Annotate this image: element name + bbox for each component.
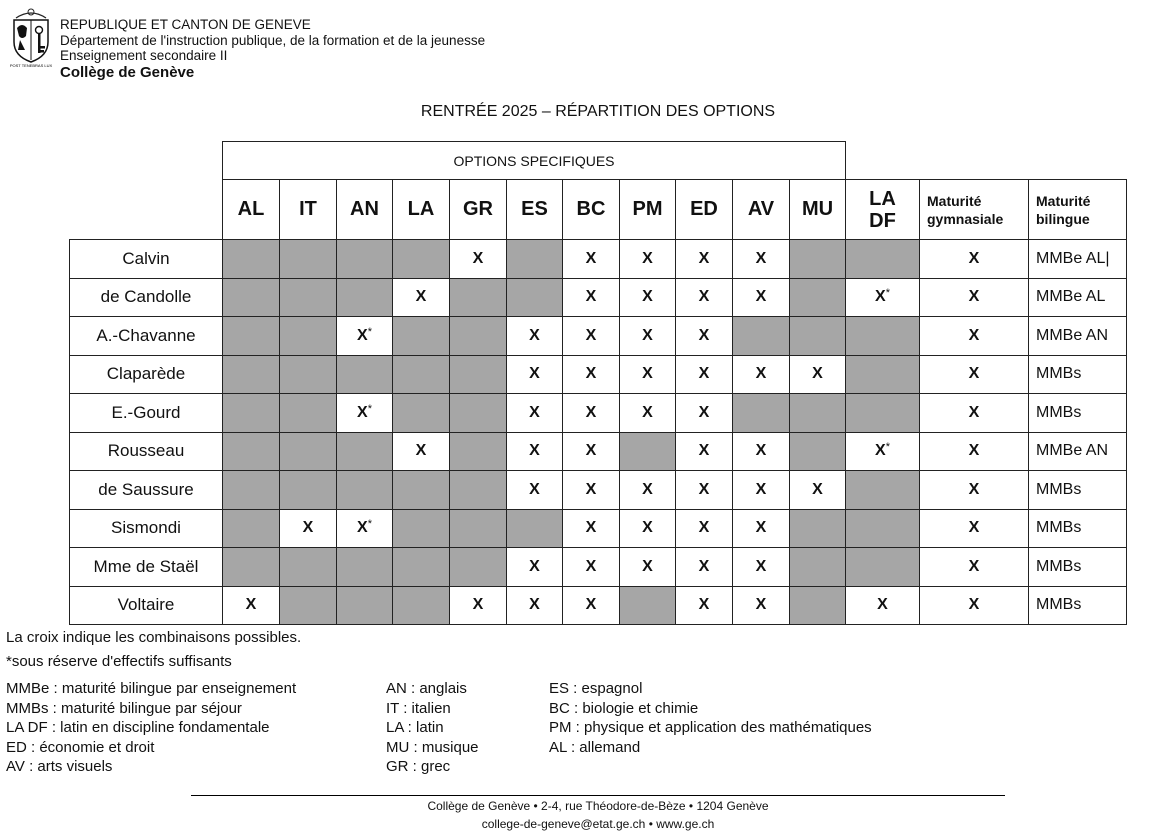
option-available-cell (676, 471, 733, 510)
option-mark: X (698, 442, 710, 460)
maturite-bilingue-cell: MMBs (1029, 471, 1127, 510)
option-available-cell (620, 240, 676, 279)
school-name: Mme de Staël (70, 548, 223, 587)
reserve-asterisk: * (367, 402, 372, 415)
option-available-cell (507, 355, 563, 394)
option-mark: X (585, 480, 597, 498)
legend-item: ES : espagnol (549, 680, 643, 697)
legend-item: AV : arts visuels (6, 758, 113, 775)
option-mark: X (698, 288, 710, 306)
option-mark: X (698, 519, 710, 537)
option-available-cell (563, 432, 620, 471)
option-unavailable-cell (223, 394, 280, 433)
option-unavailable-cell (790, 548, 846, 587)
header-line-department: Département de l'instruction publique, de la formation et de la jeunesse (60, 32, 486, 48)
logo-motto-text: POST TENEBRAS LUX (9, 63, 53, 68)
option-code-la: LA (393, 180, 450, 240)
option-unavailable-cell (280, 394, 337, 433)
maturite-bilingue-cell: MMBs (1029, 509, 1127, 548)
option-mark: X (642, 480, 653, 498)
maturite-bilingue-cell: MMBe AN (1029, 317, 1127, 356)
option-mark: X (529, 557, 540, 575)
maturite-gymnasiale-header (920, 180, 1029, 240)
option-code-av: AV (733, 180, 790, 240)
legend-column-1 (6, 679, 296, 777)
legend-item: LA DF : latin en discipline fondamentale (6, 719, 270, 736)
maturite-bilingue-cell: MMBe AL| (1029, 240, 1127, 279)
option-available-cell (676, 394, 733, 433)
legend-item: AN : anglais (386, 680, 467, 697)
option-mark: X (529, 442, 540, 460)
option-code-es: ES (507, 180, 563, 240)
option-mark: X (585, 365, 597, 383)
option-available-cell (507, 471, 563, 510)
maturite-gymnasiale-cell: X (920, 471, 1029, 510)
option-mark: X (529, 596, 540, 614)
option-code-mu: MU (790, 180, 846, 240)
option-available-cell (563, 509, 620, 548)
option-available-cell (676, 317, 733, 356)
option-mark: X (357, 403, 368, 421)
option-mark: X (755, 557, 767, 575)
option-available-cell (676, 355, 733, 394)
option-unavailable-cell (280, 432, 337, 471)
maturite-bilingue-cell: MMBs (1029, 355, 1127, 394)
maturite-gymnasiale-cell: X (920, 317, 1029, 356)
school-name: E.-Gourd (70, 394, 223, 433)
option-available-cell (507, 586, 563, 625)
option-unavailable-cell (280, 548, 337, 587)
option-unavailable-cell (280, 586, 337, 625)
reserve-asterisk: * (885, 441, 890, 454)
option-mark: X (755, 365, 767, 383)
option-unavailable-cell (790, 240, 846, 279)
legend-item: ED : économie et droit (6, 738, 155, 756)
option-available-cell (733, 548, 790, 587)
school-name: de Candolle (70, 278, 223, 317)
option-unavailable-cell (223, 509, 280, 548)
option-available-cell (563, 240, 620, 279)
mat-gym-line2: gymnasiale (927, 210, 1004, 227)
option-available-cell (563, 548, 620, 587)
option-mark: X (245, 596, 257, 614)
option-code-bc: BC (563, 180, 620, 240)
option-unavailable-cell (790, 586, 846, 625)
option-mark: X (472, 249, 484, 267)
option-unavailable-cell (450, 317, 507, 356)
option-unavailable-cell (733, 394, 790, 433)
option-unavailable-cell (337, 240, 393, 279)
option-code-ed: ED (676, 180, 733, 240)
school-name: Voltaire (70, 586, 223, 625)
reserve-asterisk: * (367, 518, 372, 531)
option-unavailable-cell (450, 355, 507, 394)
option-available-cell (563, 394, 620, 433)
legend-item: MMBs : maturité bilingue par séjour (6, 699, 242, 717)
legend-column-3 (549, 679, 872, 757)
option-available-cell (733, 355, 790, 394)
option-unavailable-cell (280, 278, 337, 317)
option-available-cell (846, 586, 920, 625)
maturite-bilingue-cell: MMBe AN (1029, 432, 1127, 471)
maturite-gymnasiale-cell: X (920, 278, 1029, 317)
option-available-cell (676, 586, 733, 625)
option-mark: X (642, 249, 653, 267)
option-unavailable-cell (846, 471, 920, 510)
footer-address: Collège de Genève • 2-4, rue Théodore-de-Bèze • 1204 Genève (427, 799, 769, 813)
option-unavailable-cell (393, 548, 450, 587)
option-unavailable-cell (393, 471, 450, 510)
maturite-bilingue-header (1029, 180, 1127, 240)
option-unavailable-cell (223, 548, 280, 587)
legend-item: BC : biologie et chimie (549, 699, 699, 717)
option-mark: X (698, 326, 710, 344)
option-unavailable-cell (393, 509, 450, 548)
geneva-coat-of-arms-logo (8, 6, 54, 68)
ladf-line2: DF (869, 209, 896, 232)
option-available-cell (846, 432, 920, 471)
option-available-cell (676, 432, 733, 471)
page-title: RENTRÉE 2025 – RÉPARTITION DES OPTIONS (420, 103, 776, 120)
option-unavailable-cell (450, 509, 507, 548)
option-mark: X (642, 326, 653, 344)
option-available-cell (620, 394, 676, 433)
option-mark: X (755, 249, 767, 267)
option-mark: X (812, 480, 823, 498)
option-available-cell (733, 509, 790, 548)
option-unavailable-cell (393, 394, 450, 433)
table-corner-right (846, 142, 1127, 180)
option-available-cell (337, 394, 393, 433)
table-row (70, 548, 1127, 587)
option-available-cell (393, 432, 450, 471)
legend-item: AL : allemand (549, 738, 641, 756)
option-unavailable-cell (620, 586, 676, 625)
table-row (70, 240, 1127, 279)
option-unavailable-cell (393, 586, 450, 625)
legend-item: LA : latin (386, 719, 444, 736)
option-unavailable-cell (223, 355, 280, 394)
option-available-cell (563, 471, 620, 510)
legend-item: MU : musique (386, 738, 479, 756)
legend-item: MMBe : maturité bilingue par enseignement (6, 680, 297, 697)
table-row (70, 471, 1127, 510)
header-line-college: Collège de Genève (60, 63, 195, 81)
option-mark: X (357, 326, 368, 344)
option-mark: X (472, 596, 484, 614)
maturite-gymnasiale-cell: X (920, 548, 1029, 587)
option-mark: X (585, 596, 597, 614)
option-available-cell (337, 317, 393, 356)
table-row (70, 586, 1127, 625)
option-unavailable-cell (846, 394, 920, 433)
maturite-bilingue-cell: MMBe AL (1029, 278, 1127, 317)
option-available-cell (733, 471, 790, 510)
maturite-bilingue-cell: MMBs (1029, 548, 1127, 587)
footer-contact: college-de-geneve@etat.ge.ch • www.ge.ch (481, 817, 715, 831)
maturite-gymnasiale-cell: X (920, 432, 1029, 471)
institution-header (60, 17, 485, 82)
school-name: Sismondi (70, 509, 223, 548)
option-unavailable-cell (337, 355, 393, 394)
option-available-cell (507, 394, 563, 433)
option-unavailable-cell (280, 355, 337, 394)
option-code-al: AL (223, 180, 280, 240)
option-unavailable-cell (393, 317, 450, 356)
maturite-bilingue-cell: MMBs (1029, 394, 1127, 433)
option-code-gr: GR (450, 180, 507, 240)
option-unavailable-cell (337, 586, 393, 625)
option-mark: X (529, 403, 540, 421)
option-mark: X (302, 519, 314, 537)
option-unavailable-cell (450, 278, 507, 317)
option-available-cell (676, 278, 733, 317)
school-name: de Saussure (70, 471, 223, 510)
option-mark: X (585, 288, 597, 306)
option-unavailable-cell (846, 548, 920, 587)
option-available-cell (676, 509, 733, 548)
option-unavailable-cell (337, 471, 393, 510)
option-unavailable-cell (620, 432, 676, 471)
option-unavailable-cell (450, 432, 507, 471)
option-available-cell (620, 278, 676, 317)
option-available-cell (563, 278, 620, 317)
option-unavailable-cell (450, 394, 507, 433)
legend-item: IT : italien (386, 699, 451, 717)
option-code-pm: PM (620, 180, 676, 240)
option-mark: X (585, 249, 597, 267)
option-unavailable-cell (223, 317, 280, 356)
option-mark: X (585, 519, 597, 537)
reserve-asterisk: * (367, 325, 372, 338)
option-mark: X (812, 365, 823, 383)
table-row (70, 355, 1127, 394)
option-mark: X (755, 288, 767, 306)
table-corner-codes (70, 180, 223, 240)
option-code-an: AN (337, 180, 393, 240)
option-unavailable-cell (223, 471, 280, 510)
option-mark: X (642, 557, 653, 575)
option-mark: X (585, 557, 597, 575)
mat-bil-line1: Maturité (1036, 192, 1091, 209)
ladf-line1: LA (869, 187, 896, 210)
table-row (70, 317, 1127, 356)
option-unavailable-cell (507, 240, 563, 279)
legend-item: GR : grec (386, 758, 451, 775)
table-corner (70, 142, 223, 180)
option-available-cell (620, 509, 676, 548)
maturite-gymnasiale-cell: X (920, 586, 1029, 625)
option-available-cell (676, 548, 733, 587)
option-available-cell (563, 355, 620, 394)
option-unavailable-cell (846, 240, 920, 279)
option-mark: X (415, 442, 427, 460)
option-code-it: IT (280, 180, 337, 240)
option-unavailable-cell (507, 278, 563, 317)
mat-gym-line1: Maturité (927, 192, 982, 209)
school-name: Rousseau (70, 432, 223, 471)
option-available-cell (620, 471, 676, 510)
options-specifiques-header: OPTIONS SPECIFIQUES (223, 142, 846, 180)
option-unavailable-cell (280, 317, 337, 356)
option-available-cell (620, 355, 676, 394)
option-unavailable-cell (790, 394, 846, 433)
options-table (69, 141, 1127, 625)
option-mark: X (755, 480, 767, 498)
option-unavailable-cell (393, 240, 450, 279)
option-available-cell (507, 317, 563, 356)
option-available-cell (507, 432, 563, 471)
option-unavailable-cell (223, 278, 280, 317)
school-name: Claparède (70, 355, 223, 394)
option-unavailable-cell (507, 509, 563, 548)
option-unavailable-cell (846, 509, 920, 548)
option-unavailable-cell (337, 432, 393, 471)
option-mark: X (529, 326, 540, 344)
option-mark: X (698, 596, 710, 614)
legend-column-2 (386, 679, 479, 777)
option-mark: X (877, 596, 888, 614)
option-available-cell (450, 240, 507, 279)
table-row (70, 394, 1127, 433)
option-available-cell (620, 548, 676, 587)
option-available-cell (563, 586, 620, 625)
option-unavailable-cell (733, 317, 790, 356)
option-unavailable-cell (223, 432, 280, 471)
option-unavailable-cell (337, 548, 393, 587)
option-available-cell (846, 278, 920, 317)
option-mark: X (755, 442, 767, 460)
option-mark: X (698, 403, 710, 421)
school-name: Calvin (70, 240, 223, 279)
option-available-cell (733, 240, 790, 279)
option-mark: X (585, 442, 597, 460)
option-unavailable-cell (450, 548, 507, 587)
option-mark: X (698, 249, 710, 267)
maturite-gymnasiale-cell: X (920, 355, 1029, 394)
option-mark: X (642, 403, 653, 421)
option-available-cell (507, 548, 563, 587)
maturite-gymnasiale-cell: X (920, 509, 1029, 548)
option-available-cell (733, 278, 790, 317)
option-mark: X (415, 288, 427, 306)
option-mark: X (698, 365, 710, 383)
option-mark: X (585, 326, 597, 344)
option-available-cell (790, 355, 846, 394)
option-available-cell (563, 317, 620, 356)
reserve-asterisk: * (885, 287, 890, 300)
option-available-cell (790, 471, 846, 510)
option-mark: X (642, 365, 653, 383)
note-combinaisons: La croix indique les combinaisons possibles. (6, 629, 302, 646)
option-available-cell (620, 317, 676, 356)
option-mark: X (642, 288, 653, 306)
school-name: A.-Chavanne (70, 317, 223, 356)
option-mark: X (357, 519, 368, 537)
footer-divider (191, 795, 1005, 796)
option-available-cell (393, 278, 450, 317)
option-unavailable-cell (790, 278, 846, 317)
option-unavailable-cell (223, 240, 280, 279)
legend-item: PM : physique et application des mathématiques (549, 719, 872, 736)
option-mark: X (755, 596, 767, 614)
option-unavailable-cell (790, 509, 846, 548)
maturite-bilingue-cell: MMBs (1029, 586, 1127, 625)
option-unavailable-cell (337, 278, 393, 317)
note-reserve: *sous réserve d'effectifs suffisants (6, 653, 232, 670)
table-row (70, 278, 1127, 317)
option-available-cell (337, 509, 393, 548)
option-unavailable-cell (450, 471, 507, 510)
option-available-cell (450, 586, 507, 625)
option-mark: X (875, 288, 886, 306)
option-available-cell (223, 586, 280, 625)
notes (6, 626, 301, 674)
maturite-gymnasiale-cell: X (920, 394, 1029, 433)
option-mark: X (755, 519, 767, 537)
option-mark: X (875, 442, 886, 460)
option-unavailable-cell (790, 317, 846, 356)
option-available-cell (733, 432, 790, 471)
option-unavailable-cell (846, 355, 920, 394)
maturite-gymnasiale-cell: X (920, 240, 1029, 279)
table-row (70, 432, 1127, 471)
option-unavailable-cell (393, 355, 450, 394)
option-mark: X (698, 557, 710, 575)
header-line-enseignement: Enseignement secondaire II (60, 48, 228, 63)
option-unavailable-cell (280, 471, 337, 510)
option-available-cell (280, 509, 337, 548)
option-mark: X (529, 480, 540, 498)
option-unavailable-cell (846, 317, 920, 356)
table-row (70, 509, 1127, 548)
option-mark: X (585, 403, 597, 421)
mat-bil-line2: bilingue (1036, 210, 1090, 227)
option-unavailable-cell (790, 432, 846, 471)
option-mark: X (529, 365, 540, 383)
option-mark: X (698, 480, 710, 498)
option-unavailable-cell (280, 240, 337, 279)
option-available-cell (676, 240, 733, 279)
option-mark: X (642, 519, 653, 537)
header-line-republique: REPUBLIQUE ET CANTON DE GENEVE (60, 17, 311, 32)
option-code-la-df (846, 180, 920, 240)
option-available-cell (733, 586, 790, 625)
